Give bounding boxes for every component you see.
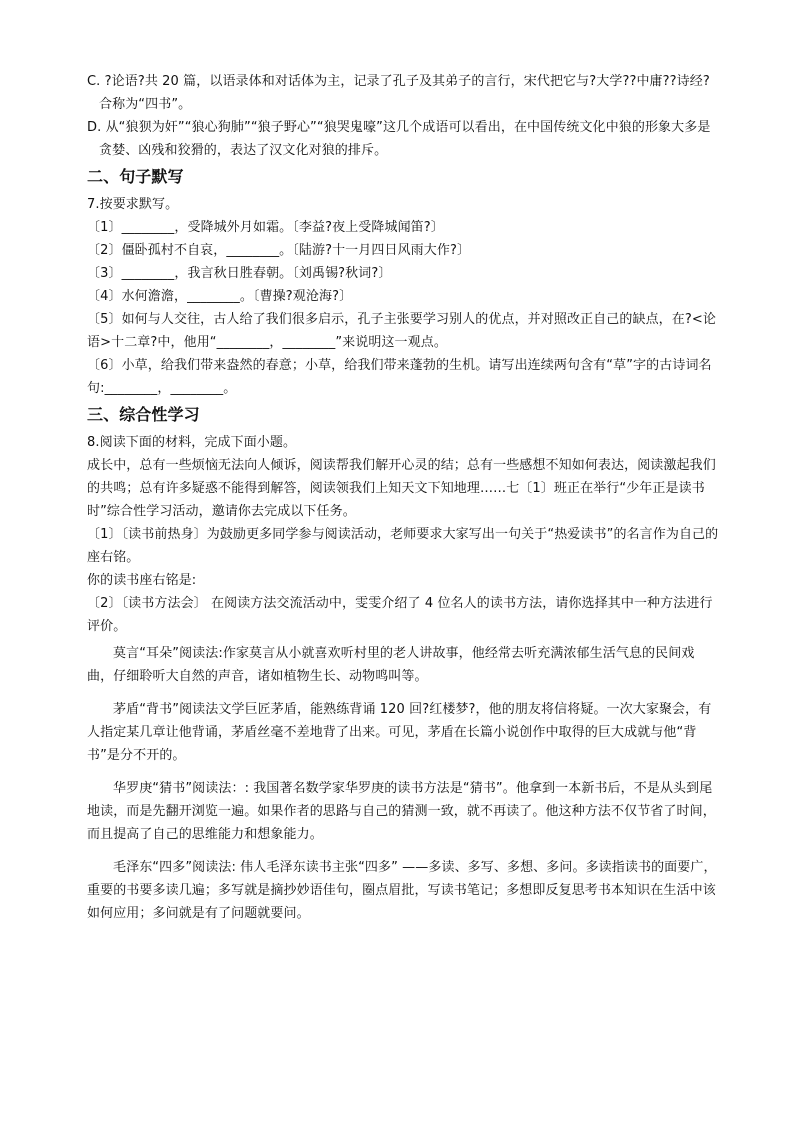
material-intro: 成长中，总有一些烦恼无法向人倾诉，阅读帮我们解开心灵的结；总有一些感想不知如何表达，阅读激起我们的共鸣；总有许多疑惑不能得到解答，阅读领我们上知天文下知地理……七〔1〕班正在举行“少年正是读书时”综合性学习活动，邀请你去完成以下任务。 — [87, 458, 716, 519]
dictation-item-3: 〔3〕________，我言秋日胜春朝。〔刘禹锡?秋词?〕 — [87, 266, 392, 281]
task-2: 〔2〕〔读书方法会〕 在阅读方法交流活动中，雯雯介绍了 4 位名人的读书方法，请你选择其中一种方法进行评价。 — [87, 596, 713, 634]
dictation-item-1: 〔1〕________，受降城外月如霜。〔李益?夜上受降城闻笛?〕 — [87, 220, 444, 235]
option-c: C. ?论语?共 20 篇，以语录体和对话体为主，记录了孔子及其弟子的言行，宋代把它与?大学??中庸??诗经?合称为“四书”。 — [87, 74, 710, 112]
dictation-item-4: 〔4〕水何澹澹，________。〔曹操?观沧海?〕 — [87, 289, 353, 304]
section-heading-sentence-dictation: 二、句子默写 — [87, 167, 184, 186]
question-7: 7.按要求默写。 — [87, 197, 179, 212]
dictation-item-2: 〔2〕僵卧孤村不自哀，________。〔陆游?十一月四日风雨大作?〕 — [87, 243, 471, 258]
section-heading-comprehensive-learning: 三、综合性学习 — [87, 405, 200, 424]
task-1: 〔1〕〔读书前热身〕为鼓励更多同学参与阅读活动，老师要求大家写出一句关于“热爱读书”的名言作为自己的座右铭。 — [87, 527, 719, 565]
question-8: 8.阅读下面的材料，完成下面小题。 — [87, 435, 297, 450]
method-moyan: 莫言“耳朵”阅读法:作家莫言从小就喜欢听村里的老人讲故事，他经常去听充满浓郁生活气息的民间戏曲，仔细聆听大自然的声音，诸如植物生长、动物鸣叫等。 — [87, 646, 695, 684]
dictation-item-5: 〔5〕如何与人交往，古人给了我们很多启示，孔子主张要学习别人的优点，并对照改正自己的缺点，在?<论语>十二章?中，他用“________，________”来说明这一观点。 — [87, 312, 716, 350]
method-maodun: 茅盾“背书”阅读法文学巨匠茅盾，能熟练背诵 120 回?红楼梦?，他的朋友将信将疑。一次大家聚会，有人指定某几章让他背诵，茅盾丝毫不差地背了出来。可见，茅盾在长篇小说创作中取得的巨大成就与他“背书”是分不开的。 — [87, 702, 712, 763]
document-page — [87, 70, 719, 925]
method-hualuogeng: 华罗庚“猜书”阅读法：: 我国著名数学家华罗庚的读书方法是“猜书”。他拿到一本新书后，不是从头到尾地读，而是先翻开浏览一遍。如果作者的思路与自己的猜测一致，就不再读了。他这种方法不仅节省了时间，而且提高了自己的思维能力和想象能力。 — [87, 781, 716, 842]
task-1-answer-prompt: 你的读书座右铭是: — [87, 573, 197, 588]
method-maozedong: 毛泽东“四多”阅读法: 伟人毛泽东读书主张“四多” ——多读、多写、多想、多问。多读指读书的面要广，重要的书要多读几遍；多写就是摘抄妙语佳句，圈点眉批，写读书笔记；多想即反复思考书本知识在生活中该如何应用；多问就是有了问题就要问。 — [87, 860, 717, 921]
option-d: D. 从“狼狈为奸”“狼心狗肺”“狼子野心”“狼哭鬼嚎”这几个成语可以看出，在中国传统文化中狼的形象大多是贪婪、凶残和狡猾的，表达了汉文化对狼的排斥。 — [87, 120, 711, 158]
dictation-item-6: 〔6〕小草，给我们带来盎然的春意；小草，给我们带来蓬勃的生机。请写出连续两句含有“草”字的古诗词名句:________，________。 — [87, 358, 712, 396]
